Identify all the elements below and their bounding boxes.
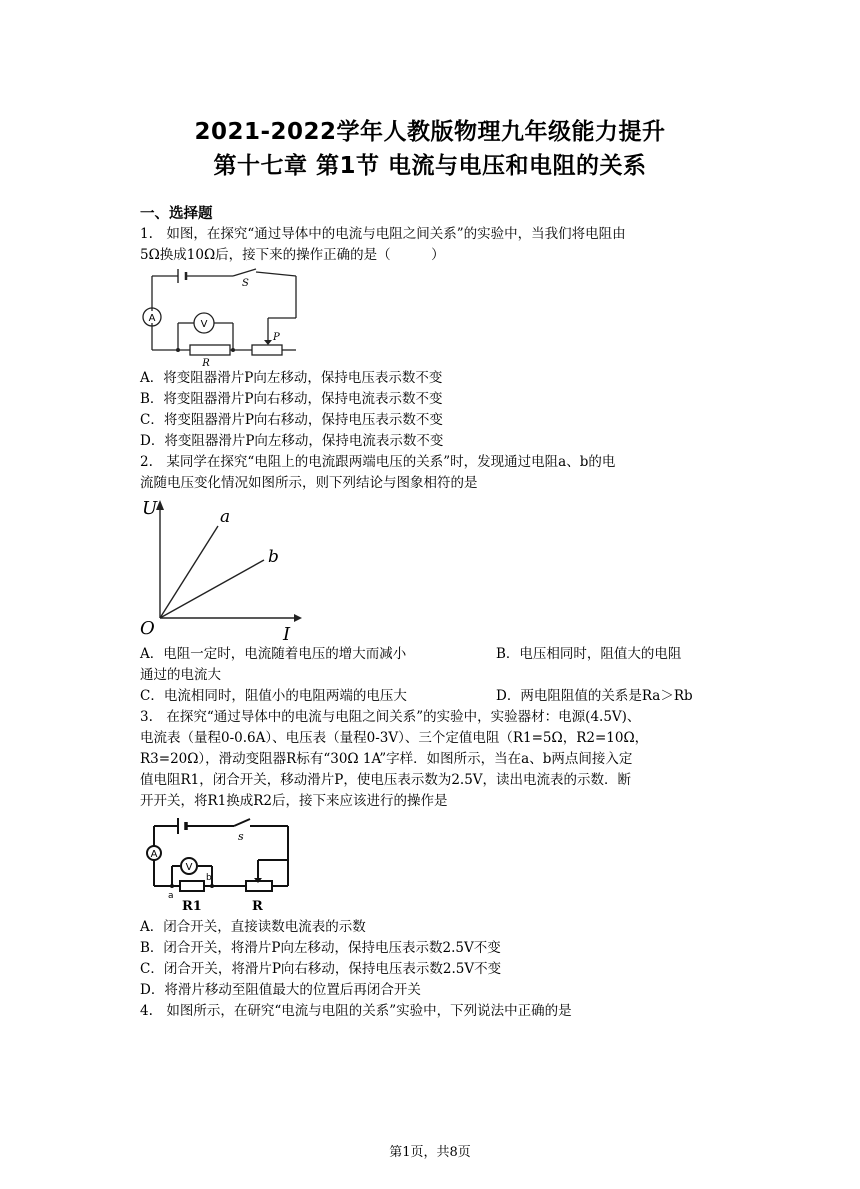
q1-switch-label: S: [242, 278, 249, 289]
q1-stem-line2: 5Ω换成10Ω后，接下来的操作正确的是（ ）: [140, 247, 445, 263]
page-footer: 第1页，共8页: [389, 1145, 471, 1160]
q3-option-d: D．将滑片移动至阻值最大的位置后再闭合开关: [140, 982, 421, 998]
q3-option-c: C．闭合开关，将滑片P向右移动，保持电压表示数2.5V不变: [140, 961, 502, 977]
q3-option-a: A．闭合开关，直接读数电流表的示数: [140, 919, 366, 935]
q1-option-a: A．将变阻器滑片P向左移动，保持电压表示数不变: [140, 370, 443, 386]
q3-stem-line5: 开开关，将R1换成R2后，接下来应该进行的操作是: [140, 793, 448, 809]
q3-stem-line2: 电流表（量程0-0.6A）、电压表（量程0-3V）、三个定值电阻（R1=5Ω，R2=10Ω，: [140, 730, 649, 746]
document-title-line1: 2021-2022学年人教版物理九年级能力提升: [194, 119, 666, 145]
q2-u-i-graph: [138, 494, 303, 645]
q3-switch-label: s: [238, 830, 244, 843]
q2-line-b: [160, 560, 264, 618]
q1-slider-label: P: [273, 332, 280, 343]
q1-stem-line1: 1. 如图，在探究“通过导体中的电流与电阻之间关系”的实验中，当我们将电阻由: [140, 226, 626, 242]
q1-option-d: D．将变阻器滑片P向左移动，保持电流表示数不变: [140, 433, 444, 449]
q3-voltmeter-label: V: [185, 862, 193, 873]
q1-option-c: C．将变阻器滑片P向右移动，保持电压表示数不变: [140, 412, 443, 428]
q3-rheostat-label: R: [252, 899, 263, 914]
q3-ammeter-label: A: [150, 849, 158, 860]
q2-option-a-line1: A．电阻一定时，电流随着电压的增大而减小: [140, 646, 407, 662]
q2-stem-line2: 流随电压变化情况如图所示，则下列结论与图象相符的是: [140, 475, 478, 491]
q2-line-a-label: a: [220, 507, 231, 527]
q2-x-axis-label: I: [283, 624, 291, 645]
document-title-line2: 第十七章 第1节 电流与电压和电阻的关系: [213, 153, 647, 179]
q2-stem-line1: 2. 某同学在探究“电阻上的电流跟两端电压的关系”时，发现通过电阻a、b的电: [140, 454, 616, 470]
q2-option-c: C．电流相同时，阻值小的电阻两端的电压大: [140, 688, 407, 704]
q3-stem-line3: R3=20Ω），滑动变阻器R标有“30Ω 1A”字样．如图所示，当在a、b两点间接入定: [140, 751, 633, 767]
q1-resistor-label: R: [202, 358, 210, 369]
q4-stem-line1: 4. 如图所示，在研究“电流与电阻的关系”实验中，下列说法中正确的是: [140, 1003, 572, 1019]
q1-voltmeter-label: V: [200, 319, 208, 330]
q2-option-b: B．电压相同时，阻值大的电阻: [496, 646, 682, 662]
q2-origin-label: O: [140, 618, 155, 639]
q2-option-d: D．两电阻阻值的关系是Ra＞Rb: [496, 688, 693, 704]
q3-resistor-label: R1: [182, 899, 202, 914]
q2-line-a: [160, 526, 218, 618]
q2-line-b-label: b: [268, 547, 279, 567]
q1-option-b: B．将变阻器滑片P向右移动，保持电流表示数不变: [140, 391, 443, 407]
q2-y-axis-label: U: [142, 498, 158, 519]
q1-circuit-diagram: [138, 268, 303, 369]
q3-stem-line4: 值电阻R1，闭合开关，移动滑片P，使电压表示数为2.5V，读出电流表的示数．断: [140, 772, 632, 788]
q3-point-a-label: a: [168, 891, 174, 901]
q1-ammeter-label: A: [148, 313, 156, 324]
q3-stem-line1: 3. 在探究“通过导体中的电流与电阻之间关系”的实验中，实验器材：电源(4.5V)、: [140, 709, 641, 725]
section-heading: 一、选择题: [140, 206, 213, 222]
q3-option-b: B．闭合开关，将滑片P向左移动，保持电压表示数2.5V不变: [140, 940, 501, 956]
q3-point-b-label: b: [206, 873, 212, 883]
q3-circuit-diagram: [142, 814, 292, 914]
q2-option-a-line2: 通过的电流大: [140, 667, 221, 683]
